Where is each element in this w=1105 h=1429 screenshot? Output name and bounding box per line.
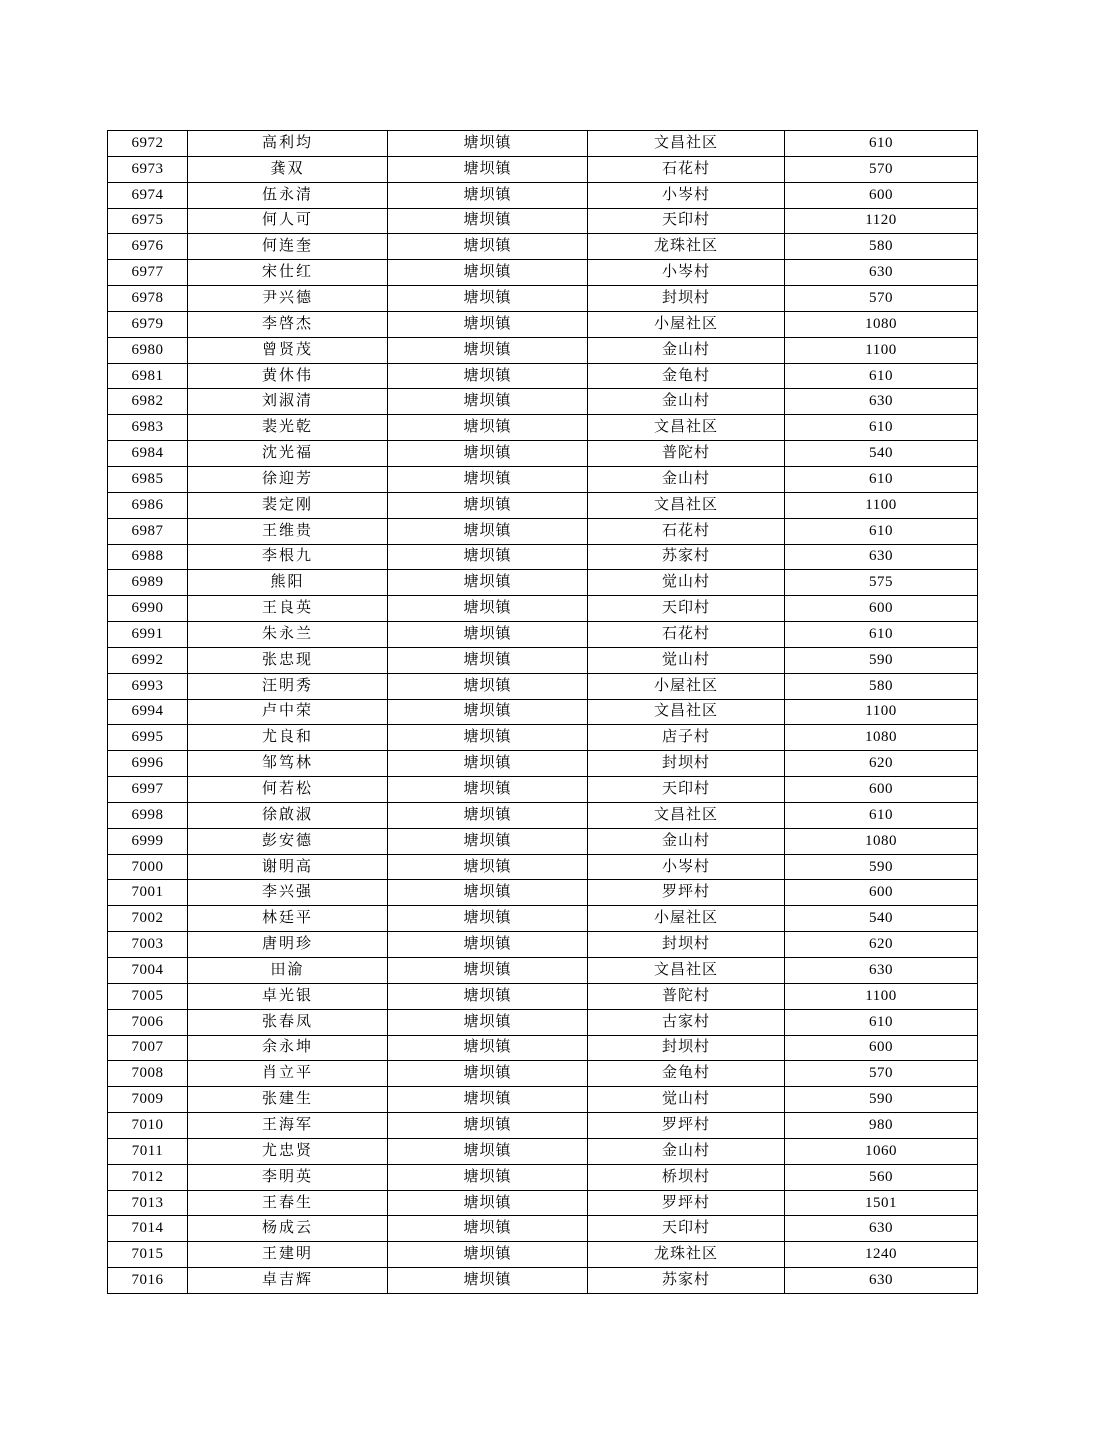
table-row <box>108 725 978 751</box>
table-cell-town: 塘坝镇 <box>388 906 588 932</box>
table-cell-id: 7013 <box>108 1190 188 1216</box>
table-cell-name: 李根九 <box>188 544 388 570</box>
table-cell-name: 黄休伟 <box>188 363 388 389</box>
table-cell-town: 塘坝镇 <box>388 363 588 389</box>
table-cell-town: 塘坝镇 <box>388 1216 588 1242</box>
table-cell-town: 塘坝镇 <box>388 751 588 777</box>
table-cell-village: 桥坝村 <box>588 1164 785 1190</box>
table-row <box>108 802 978 828</box>
table-cell-town: 塘坝镇 <box>388 182 588 208</box>
table-cell-amount: 630 <box>785 544 978 570</box>
table-cell-id: 6973 <box>108 156 188 182</box>
table-cell-village: 封坝村 <box>588 751 785 777</box>
table-cell-town: 塘坝镇 <box>388 1035 588 1061</box>
table-cell-village: 文昌社区 <box>588 131 785 157</box>
table-cell-town: 塘坝镇 <box>388 234 588 260</box>
table-cell-village: 石花村 <box>588 518 785 544</box>
roster-table <box>107 130 978 1294</box>
table-cell-id: 6980 <box>108 337 188 363</box>
table-row <box>108 906 978 932</box>
table-cell-village: 封坝村 <box>588 932 785 958</box>
table-cell-amount: 580 <box>785 234 978 260</box>
table-cell-id: 7009 <box>108 1087 188 1113</box>
table-cell-amount: 570 <box>785 286 978 312</box>
table-cell-id: 6978 <box>108 286 188 312</box>
table-cell-id: 6997 <box>108 777 188 803</box>
table-cell-town: 塘坝镇 <box>388 673 588 699</box>
table-cell-village: 金山村 <box>588 466 785 492</box>
table-cell-town: 塘坝镇 <box>388 389 588 415</box>
table-cell-name: 田渝 <box>188 958 388 984</box>
table-cell-id: 7005 <box>108 983 188 1009</box>
table-cell-amount: 1080 <box>785 828 978 854</box>
table-cell-town: 塘坝镇 <box>388 1087 588 1113</box>
table-cell-amount: 1240 <box>785 1242 978 1268</box>
table-cell-name: 卓吉辉 <box>188 1268 388 1294</box>
table-row <box>108 673 978 699</box>
table-cell-amount: 610 <box>785 466 978 492</box>
table-cell-amount: 630 <box>785 389 978 415</box>
table-cell-village: 金山村 <box>588 828 785 854</box>
table-cell-amount: 1100 <box>785 492 978 518</box>
table-cell-id: 6981 <box>108 363 188 389</box>
table-cell-village: 文昌社区 <box>588 802 785 828</box>
table-cell-amount: 620 <box>785 751 978 777</box>
table-row <box>108 544 978 570</box>
table-cell-name: 唐明珍 <box>188 932 388 958</box>
table-cell-town: 塘坝镇 <box>388 1061 588 1087</box>
table-row <box>108 932 978 958</box>
table-cell-id: 6988 <box>108 544 188 570</box>
table-cell-village: 龙珠社区 <box>588 1242 785 1268</box>
table-row <box>108 570 978 596</box>
table-cell-town: 塘坝镇 <box>388 1268 588 1294</box>
table-cell-village: 天印村 <box>588 777 785 803</box>
table-cell-village: 金山村 <box>588 337 785 363</box>
table-cell-village: 小岑村 <box>588 854 785 880</box>
table-cell-name: 张建生 <box>188 1087 388 1113</box>
table-cell-id: 7006 <box>108 1009 188 1035</box>
table-cell-amount: 610 <box>785 622 978 648</box>
table-cell-town: 塘坝镇 <box>388 932 588 958</box>
table-row <box>108 854 978 880</box>
table-cell-village: 罗坪村 <box>588 1113 785 1139</box>
table-cell-name: 裴定刚 <box>188 492 388 518</box>
table-cell-village: 天印村 <box>588 1216 785 1242</box>
table-cell-town: 塘坝镇 <box>388 596 588 622</box>
table-cell-id: 6993 <box>108 673 188 699</box>
table-cell-id: 7015 <box>108 1242 188 1268</box>
table-cell-amount: 540 <box>785 906 978 932</box>
table-cell-village: 金山村 <box>588 1138 785 1164</box>
table-cell-name: 李兴强 <box>188 880 388 906</box>
table-cell-name: 曾贤茂 <box>188 337 388 363</box>
table-row <box>108 1061 978 1087</box>
table-cell-village: 罗坪村 <box>588 1190 785 1216</box>
table-row <box>108 441 978 467</box>
table-cell-id: 6972 <box>108 131 188 157</box>
table-cell-amount: 580 <box>785 673 978 699</box>
table-cell-amount: 620 <box>785 932 978 958</box>
table-cell-name: 卓光银 <box>188 983 388 1009</box>
table-cell-name: 谢明高 <box>188 854 388 880</box>
table-row <box>108 1087 978 1113</box>
table-row <box>108 208 978 234</box>
table-cell-name: 徐迎芳 <box>188 466 388 492</box>
table-row <box>108 777 978 803</box>
table-cell-id: 6975 <box>108 208 188 234</box>
table-cell-id: 7002 <box>108 906 188 932</box>
table-cell-name: 尤良和 <box>188 725 388 751</box>
table-cell-village: 文昌社区 <box>588 699 785 725</box>
table-cell-village: 小屋社区 <box>588 311 785 337</box>
table-cell-amount: 560 <box>785 1164 978 1190</box>
table-cell-name: 龚双 <box>188 156 388 182</box>
table-row <box>108 182 978 208</box>
table-cell-id: 7011 <box>108 1138 188 1164</box>
table-cell-town: 塘坝镇 <box>388 725 588 751</box>
table-cell-village: 小岑村 <box>588 260 785 286</box>
table-cell-name: 何连奎 <box>188 234 388 260</box>
table-cell-village: 小屋社区 <box>588 673 785 699</box>
table-cell-id: 7004 <box>108 958 188 984</box>
table-cell-id: 6999 <box>108 828 188 854</box>
table-row <box>108 286 978 312</box>
table-cell-town: 塘坝镇 <box>388 828 588 854</box>
table-cell-amount: 575 <box>785 570 978 596</box>
table-cell-village: 封坝村 <box>588 286 785 312</box>
table-cell-town: 塘坝镇 <box>388 286 588 312</box>
table-cell-name: 尹兴德 <box>188 286 388 312</box>
table-cell-name: 林廷平 <box>188 906 388 932</box>
table-cell-town: 塘坝镇 <box>388 492 588 518</box>
table-cell-village: 石花村 <box>588 622 785 648</box>
table-cell-town: 塘坝镇 <box>388 156 588 182</box>
table-cell-village: 金山村 <box>588 389 785 415</box>
table-cell-village: 文昌社区 <box>588 958 785 984</box>
table-row <box>108 958 978 984</box>
table-cell-name: 裴光乾 <box>188 415 388 441</box>
table-row <box>108 596 978 622</box>
table-cell-town: 塘坝镇 <box>388 518 588 544</box>
table-cell-amount: 1120 <box>785 208 978 234</box>
table-cell-amount: 600 <box>785 182 978 208</box>
table-cell-village: 小岑村 <box>588 182 785 208</box>
table-cell-village: 店子村 <box>588 725 785 751</box>
table-cell-name: 李明英 <box>188 1164 388 1190</box>
table-cell-village: 觉山村 <box>588 570 785 596</box>
table-cell-id: 6983 <box>108 415 188 441</box>
table-row <box>108 1164 978 1190</box>
table-cell-id: 6994 <box>108 699 188 725</box>
table-cell-village: 觉山村 <box>588 1087 785 1113</box>
table-cell-name: 尤忠贤 <box>188 1138 388 1164</box>
table-cell-id: 7008 <box>108 1061 188 1087</box>
table-cell-town: 塘坝镇 <box>388 777 588 803</box>
table-cell-name: 朱永兰 <box>188 622 388 648</box>
table-cell-id: 7003 <box>108 932 188 958</box>
table-cell-name: 余永坤 <box>188 1035 388 1061</box>
table-cell-town: 塘坝镇 <box>388 260 588 286</box>
table-cell-name: 王建明 <box>188 1242 388 1268</box>
table-cell-town: 塘坝镇 <box>388 1113 588 1139</box>
table-cell-town: 塘坝镇 <box>388 415 588 441</box>
table-cell-village: 天印村 <box>588 596 785 622</box>
table-cell-village: 普陀村 <box>588 983 785 1009</box>
table-cell-id: 6996 <box>108 751 188 777</box>
table-cell-id: 7007 <box>108 1035 188 1061</box>
table-cell-id: 7016 <box>108 1268 188 1294</box>
table-cell-town: 塘坝镇 <box>388 1164 588 1190</box>
table-cell-id: 6987 <box>108 518 188 544</box>
table-cell-amount: 610 <box>785 415 978 441</box>
table-row <box>108 234 978 260</box>
table-cell-id: 6992 <box>108 647 188 673</box>
table-cell-name: 王海军 <box>188 1113 388 1139</box>
table-cell-id: 7000 <box>108 854 188 880</box>
table-cell-village: 金龟村 <box>588 1061 785 1087</box>
table-cell-village: 封坝村 <box>588 1035 785 1061</box>
table-row <box>108 647 978 673</box>
table-row <box>108 1035 978 1061</box>
table-row <box>108 880 978 906</box>
table-cell-town: 塘坝镇 <box>388 854 588 880</box>
table-cell-town: 塘坝镇 <box>388 131 588 157</box>
table-cell-name: 何人可 <box>188 208 388 234</box>
table-cell-name: 杨成云 <box>188 1216 388 1242</box>
table-row <box>108 622 978 648</box>
table-row <box>108 363 978 389</box>
table-cell-amount: 630 <box>785 1216 978 1242</box>
table-cell-name: 熊阳 <box>188 570 388 596</box>
table-cell-amount: 600 <box>785 1035 978 1061</box>
table-cell-amount: 610 <box>785 802 978 828</box>
table-cell-id: 6982 <box>108 389 188 415</box>
table-cell-town: 塘坝镇 <box>388 1009 588 1035</box>
table-cell-amount: 590 <box>785 647 978 673</box>
table-row <box>108 415 978 441</box>
table-cell-name: 徐啟淑 <box>188 802 388 828</box>
table-cell-town: 塘坝镇 <box>388 1138 588 1164</box>
table-row <box>108 828 978 854</box>
table-cell-town: 塘坝镇 <box>388 466 588 492</box>
table-cell-village: 天印村 <box>588 208 785 234</box>
table-cell-amount: 630 <box>785 260 978 286</box>
table-row <box>108 492 978 518</box>
table-cell-amount: 1501 <box>785 1190 978 1216</box>
table-cell-name: 张春凤 <box>188 1009 388 1035</box>
table-row <box>108 1190 978 1216</box>
table-cell-amount: 610 <box>785 518 978 544</box>
table-row <box>108 1216 978 1242</box>
table-cell-town: 塘坝镇 <box>388 544 588 570</box>
table-cell-town: 塘坝镇 <box>388 337 588 363</box>
table-row <box>108 1113 978 1139</box>
table-cell-amount: 980 <box>785 1113 978 1139</box>
table-cell-name: 何若松 <box>188 777 388 803</box>
table-row <box>108 1242 978 1268</box>
table-cell-town: 塘坝镇 <box>388 983 588 1009</box>
table-cell-name: 王良英 <box>188 596 388 622</box>
table-cell-town: 塘坝镇 <box>388 880 588 906</box>
table-cell-amount: 590 <box>785 854 978 880</box>
table-cell-amount: 610 <box>785 131 978 157</box>
table-cell-village: 小屋社区 <box>588 906 785 932</box>
table-cell-name: 伍永清 <box>188 182 388 208</box>
table-cell-village: 苏家村 <box>588 1268 785 1294</box>
table-row <box>108 466 978 492</box>
table-cell-amount: 600 <box>785 596 978 622</box>
table-cell-amount: 590 <box>785 1087 978 1113</box>
table-cell-id: 6974 <box>108 182 188 208</box>
table-cell-village: 罗坪村 <box>588 880 785 906</box>
table-cell-village: 龙珠社区 <box>588 234 785 260</box>
table-cell-town: 塘坝镇 <box>388 802 588 828</box>
table-cell-id: 6989 <box>108 570 188 596</box>
table-cell-name: 高利均 <box>188 131 388 157</box>
table-cell-name: 沈光福 <box>188 441 388 467</box>
table-cell-id: 7012 <box>108 1164 188 1190</box>
table-cell-town: 塘坝镇 <box>388 208 588 234</box>
table-cell-id: 6979 <box>108 311 188 337</box>
table-cell-town: 塘坝镇 <box>388 958 588 984</box>
table-row <box>108 260 978 286</box>
table-cell-town: 塘坝镇 <box>388 647 588 673</box>
table-cell-name: 李啓杰 <box>188 311 388 337</box>
table-cell-id: 6985 <box>108 466 188 492</box>
table-cell-name: 邹笃林 <box>188 751 388 777</box>
table-cell-town: 塘坝镇 <box>388 622 588 648</box>
table-cell-village: 石花村 <box>588 156 785 182</box>
table-cell-name: 宋仕红 <box>188 260 388 286</box>
table-cell-id: 7010 <box>108 1113 188 1139</box>
table-row <box>108 311 978 337</box>
table-row <box>108 518 978 544</box>
table-cell-name: 肖立平 <box>188 1061 388 1087</box>
table-cell-town: 塘坝镇 <box>388 570 588 596</box>
table-cell-id: 6976 <box>108 234 188 260</box>
table-row <box>108 1009 978 1035</box>
table-cell-name: 汪明秀 <box>188 673 388 699</box>
table-cell-id: 6977 <box>108 260 188 286</box>
table-cell-id: 6998 <box>108 802 188 828</box>
table-row <box>108 1268 978 1294</box>
table-cell-town: 塘坝镇 <box>388 441 588 467</box>
table-cell-village: 文昌社区 <box>588 492 785 518</box>
table-cell-amount: 570 <box>785 1061 978 1087</box>
table-cell-town: 塘坝镇 <box>388 311 588 337</box>
table-cell-id: 6986 <box>108 492 188 518</box>
table-cell-amount: 1100 <box>785 699 978 725</box>
table-cell-amount: 540 <box>785 441 978 467</box>
table-row <box>108 1138 978 1164</box>
table-cell-amount: 610 <box>785 363 978 389</box>
table-cell-amount: 570 <box>785 156 978 182</box>
table-cell-amount: 1060 <box>785 1138 978 1164</box>
table-cell-town: 塘坝镇 <box>388 1242 588 1268</box>
table-cell-town: 塘坝镇 <box>388 699 588 725</box>
table-cell-name: 王春生 <box>188 1190 388 1216</box>
table-cell-id: 6995 <box>108 725 188 751</box>
table-cell-amount: 600 <box>785 777 978 803</box>
table-cell-village: 古家村 <box>588 1009 785 1035</box>
table-cell-amount: 1100 <box>785 337 978 363</box>
table-cell-amount: 630 <box>785 1268 978 1294</box>
table-cell-amount: 630 <box>785 958 978 984</box>
table-cell-id: 6991 <box>108 622 188 648</box>
table-cell-name: 卢中荣 <box>188 699 388 725</box>
table-cell-name: 张忠现 <box>188 647 388 673</box>
table-body <box>108 131 978 1294</box>
table-row <box>108 983 978 1009</box>
table-row <box>108 389 978 415</box>
table-cell-village: 苏家村 <box>588 544 785 570</box>
table-cell-village: 金龟村 <box>588 363 785 389</box>
table-row <box>108 699 978 725</box>
table-row <box>108 751 978 777</box>
table-cell-id: 6984 <box>108 441 188 467</box>
table-cell-name: 彭安德 <box>188 828 388 854</box>
table-cell-village: 普陀村 <box>588 441 785 467</box>
table-cell-id: 7001 <box>108 880 188 906</box>
table-row <box>108 156 978 182</box>
table-cell-id: 7014 <box>108 1216 188 1242</box>
table-cell-amount: 600 <box>785 880 978 906</box>
table-cell-town: 塘坝镇 <box>388 1190 588 1216</box>
table-cell-amount: 610 <box>785 1009 978 1035</box>
table-cell-id: 6990 <box>108 596 188 622</box>
table-cell-name: 刘淑清 <box>188 389 388 415</box>
table-cell-village: 觉山村 <box>588 647 785 673</box>
table-cell-amount: 1100 <box>785 983 978 1009</box>
table-cell-village: 文昌社区 <box>588 415 785 441</box>
table-cell-amount: 1080 <box>785 725 978 751</box>
table-row <box>108 131 978 157</box>
table-cell-name: 王维贵 <box>188 518 388 544</box>
table-row <box>108 337 978 363</box>
table-cell-amount: 1080 <box>785 311 978 337</box>
